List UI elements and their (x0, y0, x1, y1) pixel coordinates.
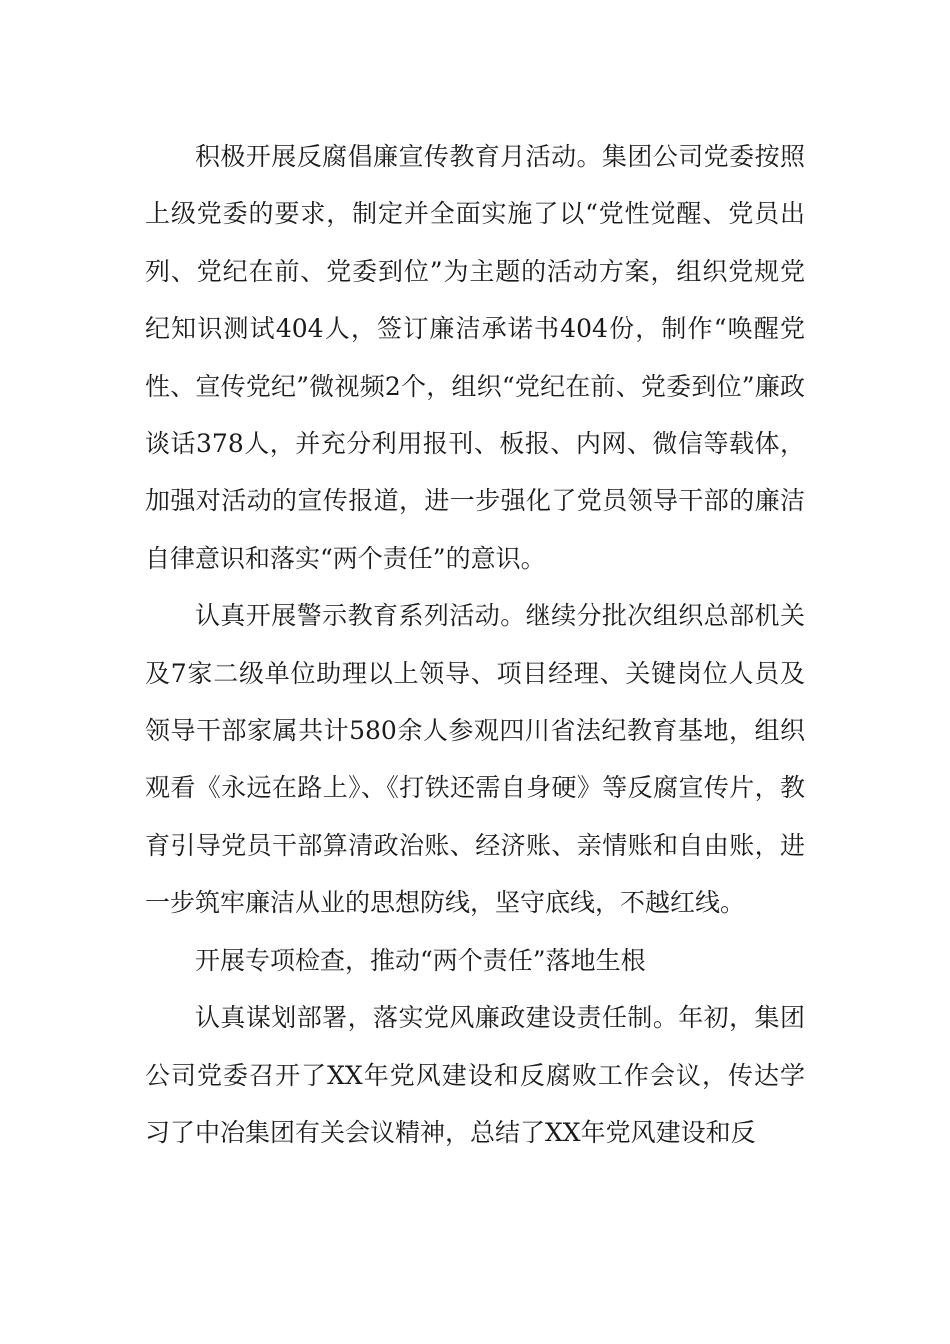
document-body (145, 128, 805, 1161)
paragraph-anti-corruption-month: 积极开展反腐倡廉宣传教育月活动。集团公司党委按照上级党委的要求，制定并全面实施了以“党性觉醒、党员出列、党纪在前、党委到位”为主题的活动方案，组织党规党纪知识测试404人，签订廉洁承诺书404份，制作“唤醒党性、宣传党纪”微视频2个，组织“党纪在前、党委到位”廉政谈话378人，并充分利用报刊、板报、内网、微信等载体，加强对活动的宣传报道，进一步强化了党员领导干部的廉洁自律意识和落实“两个责任”的意识。 (145, 142, 805, 573)
paragraph-warning-education: 认真开展警示教育系列活动。继续分批次组织总部机关及7家二级单位助理以上领导、项目经理、关键岗位人员及领导干部家属共计580余人参观四川省法纪教育基地，组织观看《永远在路上》、《打铁还需自身硬》等反腐宣传片，教育引导党员干部算清政治账、经济账、亲情账和自由账，进一步筑牢廉洁从业的思想防线，坚守底线，不越红线。 (145, 601, 805, 918)
paragraph-responsibility-system: 认真谋划部署，落实党风廉政建设责任制。年初，集团公司党委召开了XX年党风建设和反腐败工作会议，传达学习了中冶集团有关会议精神，总结了XX年党风建设和反 (145, 1003, 805, 1147)
section-heading-special-inspection: 开展专项检查，推动“两个责任”落地生根 (195, 945, 646, 975)
